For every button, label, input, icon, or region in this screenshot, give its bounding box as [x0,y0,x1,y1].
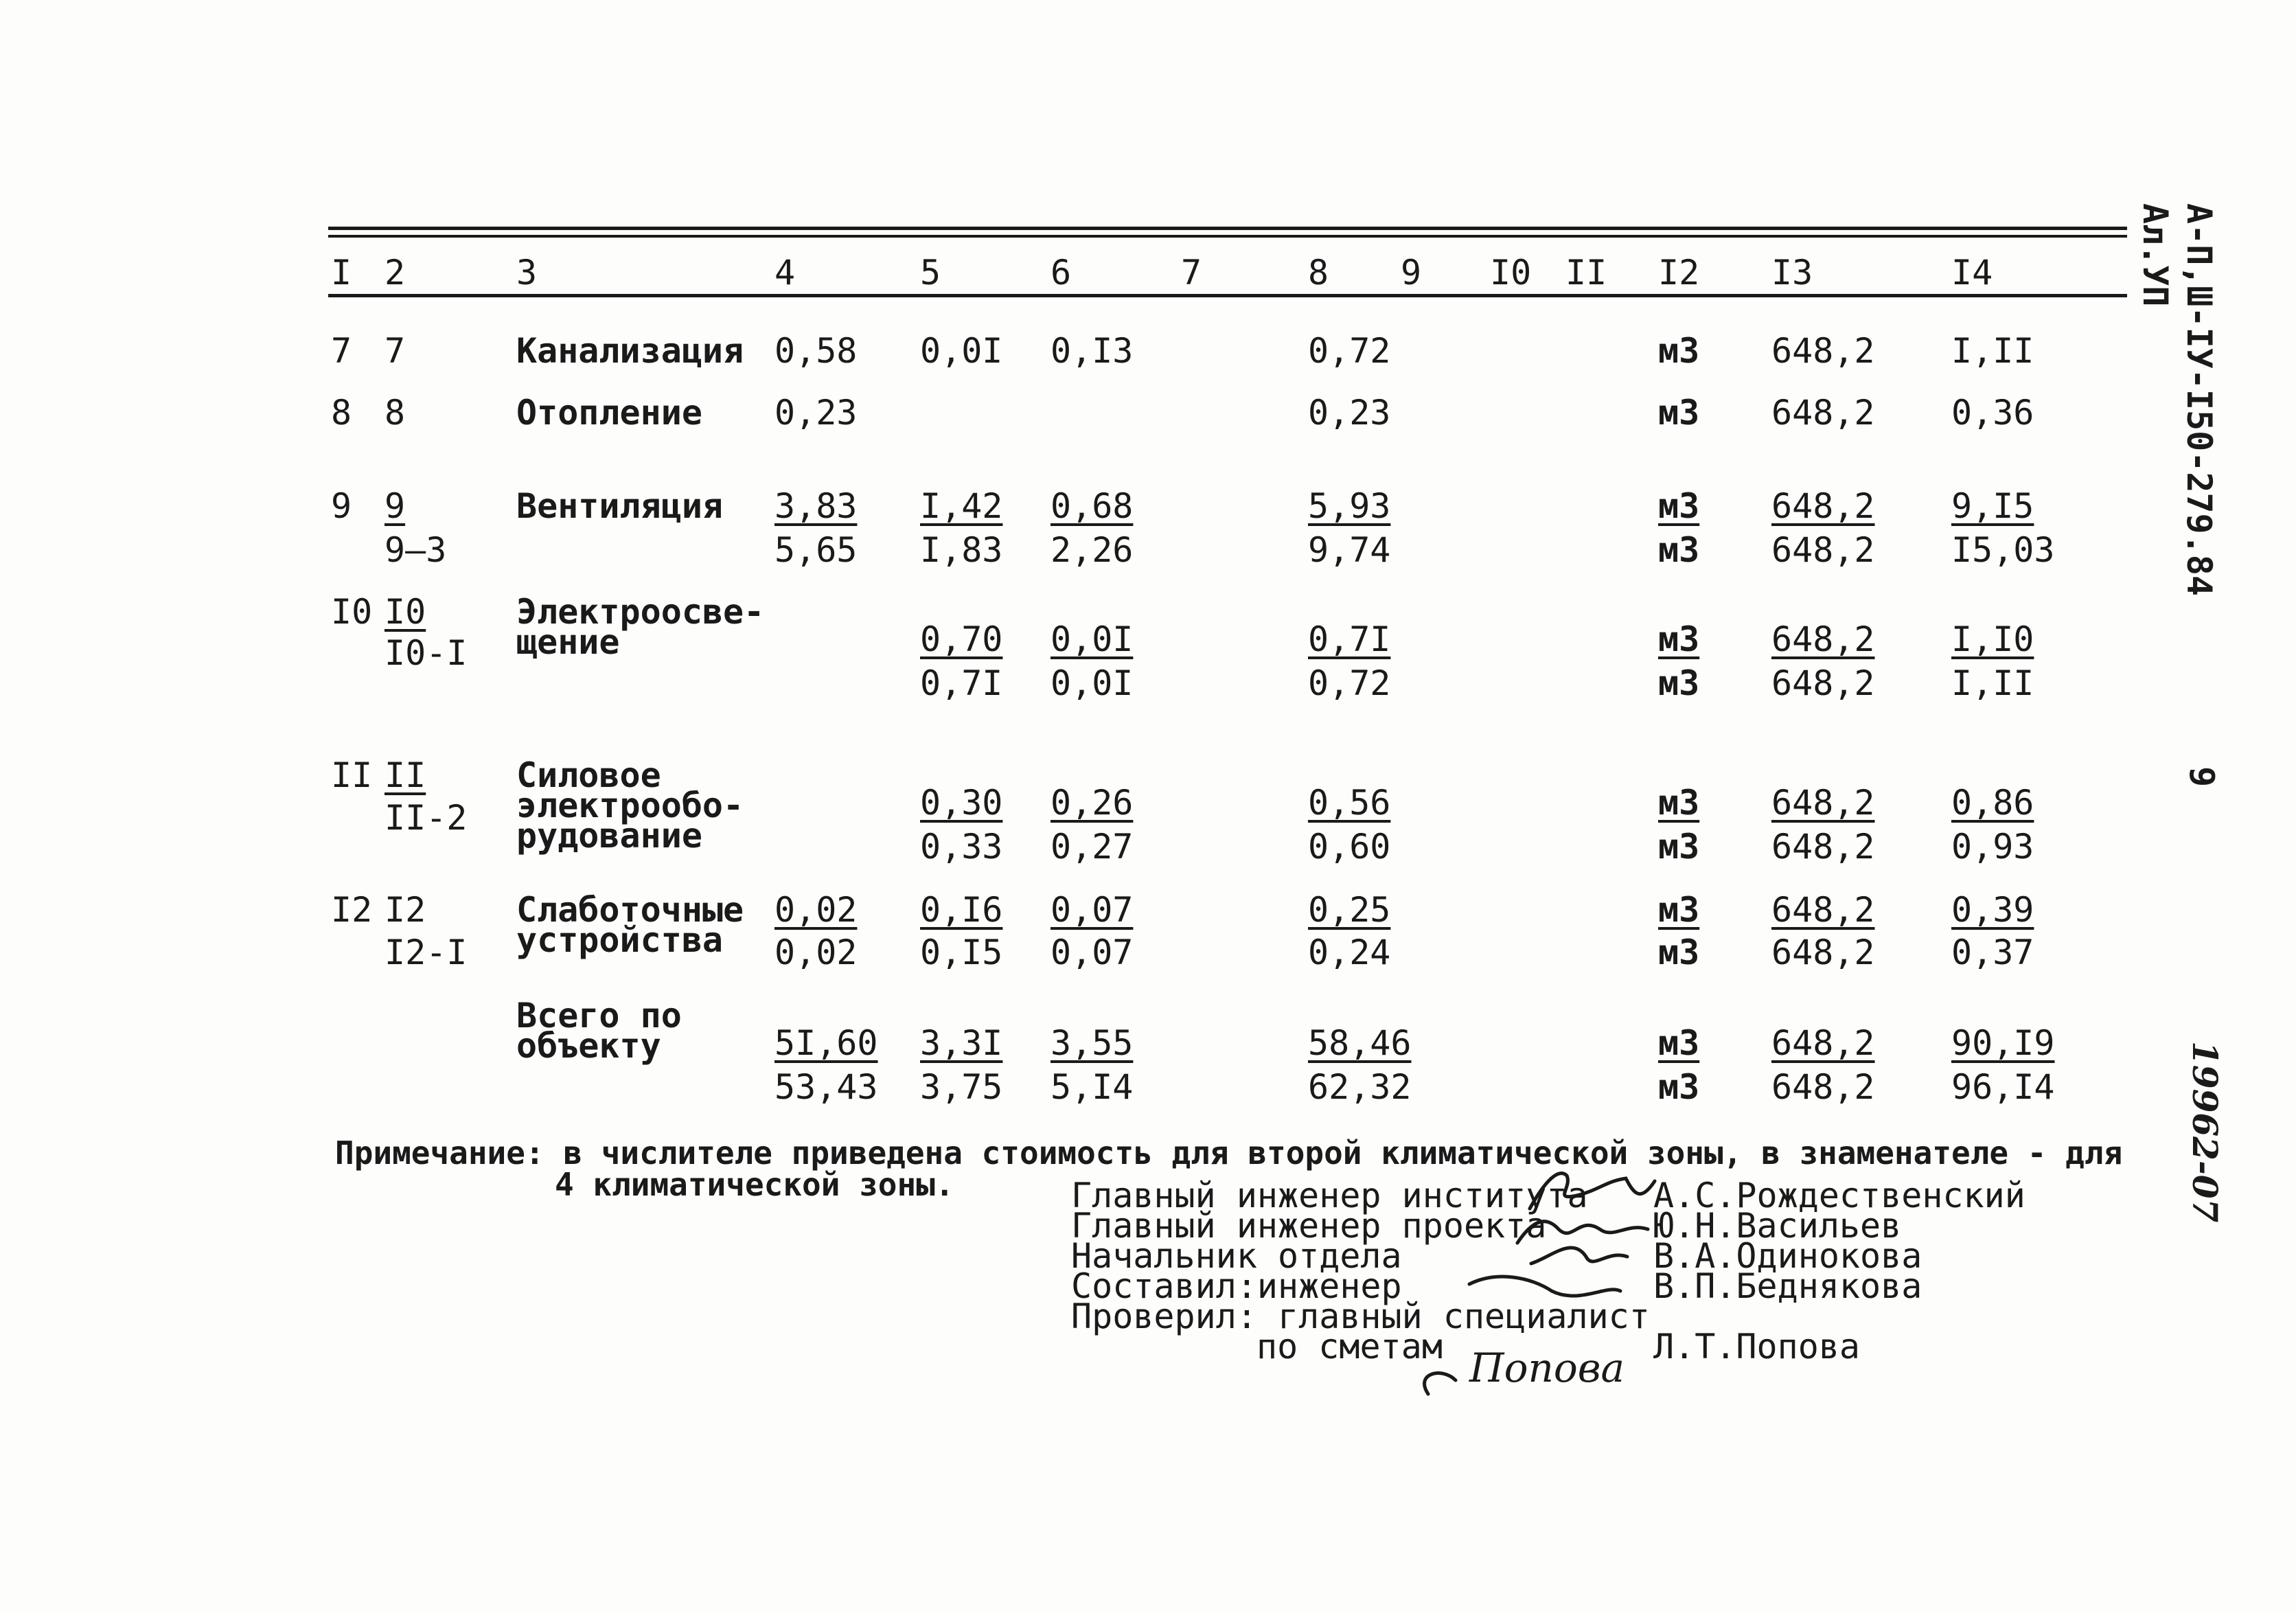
cell-col13-sub: 648,2 [1771,663,1875,703]
cell-col5: 0,70 [920,619,1003,659]
cell-col8-sub: 9,74 [1308,530,1391,570]
header-col-5: 5 [920,253,941,293]
cell-col5: 0,30 [920,783,1003,823]
cell-col6-sub: 0,27 [1051,827,1134,867]
cell-col5-sub: 3,75 [920,1067,1003,1107]
signature-name: Л.Т.Попова [1653,1327,1861,1367]
signature-handwriting: Попова [1469,1345,1625,1391]
cell-unit: м3 [1658,890,1700,930]
cell-col6-sub: 5,I4 [1051,1067,1134,1107]
row-name: Силовое [516,755,661,795]
cell-unit-sub: м3 [1658,933,1700,972]
header-col-3: 3 [516,253,538,293]
cell-col14-sub: 0,37 [1951,933,2034,972]
cell-col13-sub: 648,2 [1771,827,1875,867]
cell-col4-sub: 5,65 [774,530,858,570]
cell-col8: 0,25 [1308,890,1391,930]
cell-col13: 648,2 [1771,783,1875,823]
cell-unit: м3 [1658,619,1700,659]
cell-col5: 0,0I [920,331,1003,371]
row-name-2: щение [516,622,620,662]
row-code-sub: 9–3 [384,530,447,570]
cell-col4: 0,23 [774,393,858,433]
archive-number: 19962-07 [2185,1041,2225,1223]
cell-col14: I,I0 [1951,619,2034,659]
document-code: А-П,Ш-IУ-I50-279.84 [2179,203,2219,596]
row-name: Отопление [516,393,702,433]
signature-role: по сметам [1256,1327,1443,1367]
row-code-sub: I0-I [384,633,468,673]
cell-col13: 648,2 [1771,619,1875,659]
cell-col8: 0,23 [1308,393,1391,433]
cell-col14: 9,I5 [1951,486,2034,526]
header-col-6: 6 [1051,253,1072,293]
cell-col14: 90,I9 [1951,1023,2055,1063]
cell-col8: 0,56 [1308,783,1391,823]
cell-col6-sub: 0,07 [1051,933,1134,972]
cell-col6: 0,26 [1051,783,1134,823]
cell-unit: м3 [1658,393,1700,433]
row-num: 8 [331,393,352,433]
header-col-13: I3 [1771,253,1813,293]
cell-col14: 0,36 [1951,393,2034,433]
cell-col6: 0,68 [1051,486,1134,526]
signature-name: В.П.Беднякова [1653,1266,1922,1306]
row-num: 7 [331,331,352,371]
signature-name: В.А.Одинокова [1653,1236,1922,1276]
cell-col13: 648,2 [1771,393,1875,433]
cell-col8-sub: 0,24 [1308,933,1391,972]
cell-col4: 5I,60 [774,1023,878,1063]
cell-col4-sub: 0,02 [774,933,858,972]
cell-col6: 0,I3 [1051,331,1134,371]
cell-col5-sub: I,83 [920,530,1003,570]
cell-unit-sub: м3 [1658,1067,1700,1107]
table-top-rule [328,227,2127,230]
signature-role: Начальник отдела [1071,1236,1402,1276]
cell-unit: м3 [1658,783,1700,823]
cell-col6: 3,55 [1051,1023,1134,1063]
page-number: 9 [2182,766,2222,788]
cell-col6-sub: 2,26 [1051,530,1134,570]
row-num: II [331,755,373,795]
cell-col5-sub: 0,33 [920,827,1003,867]
cell-col4: 0,02 [774,890,858,930]
row-code: 7 [384,331,406,371]
row-code: II [384,755,426,795]
signature-name: Ю.Н.Васильев [1653,1206,1902,1246]
row-code: I2 [384,890,426,930]
signature-role: Проверил: главный специалист [1071,1296,1650,1336]
cell-col13: 648,2 [1771,890,1875,930]
cell-col8: 0,72 [1308,331,1391,371]
row-num: I0 [331,592,373,632]
note-line-1: Примечание: в числителе приведена стоимость для второй климатической зоны, в знаменателе - для [335,1134,2123,1172]
sheet-label: Ал.УП [2135,203,2175,307]
cell-col8: 0,7I [1308,619,1391,659]
cell-col8-sub: 62,32 [1308,1067,1412,1107]
cell-col13: 648,2 [1771,331,1875,371]
header-col-4: 4 [774,253,796,293]
cell-col6: 0,07 [1051,890,1134,930]
cell-unit: м3 [1658,486,1700,526]
row-name: Всего по [516,996,682,1036]
cell-unit: м3 [1658,331,1700,371]
header-col-2: 2 [384,253,406,293]
row-name-2: объекту [516,1026,661,1066]
table-top-rule-2 [328,235,2127,238]
cell-unit-sub: м3 [1658,530,1700,570]
header-col-10: I0 [1490,253,1532,293]
cell-col14-sub: 0,93 [1951,827,2034,867]
cell-col14-sub: I,II [1951,663,2034,703]
cell-col14: 0,86 [1951,783,2034,823]
row-name-2: устройства [516,920,724,960]
cell-col5: 0,I6 [920,890,1003,930]
cell-col5: 3,3I [920,1023,1003,1063]
cell-col4: 3,83 [774,486,858,526]
cell-col14: 0,39 [1951,890,2034,930]
header-col-14: I4 [1951,253,1993,293]
cell-col13-sub: 648,2 [1771,530,1875,570]
header-col-9: 9 [1401,253,1422,293]
header-col-8: 8 [1308,253,1329,293]
cell-col8: 58,46 [1308,1023,1412,1063]
cell-col5-sub: 0,7I [920,663,1003,703]
cell-col13-sub: 648,2 [1771,933,1875,972]
row-name: Канализация [516,331,744,371]
header-col-11: II [1565,253,1607,293]
row-code: I0 [384,592,426,632]
cell-col8-sub: 0,72 [1308,663,1391,703]
cell-col4: 0,58 [774,331,858,371]
cell-col13-sub: 648,2 [1771,1067,1875,1107]
row-code: 9 [384,486,406,526]
signature-name: А.С.Рождественский [1653,1176,2025,1215]
cell-col13: 648,2 [1771,1023,1875,1063]
row-name-2: электрообо- [516,786,744,825]
cell-col5: I,42 [920,486,1003,526]
cell-col13: 648,2 [1771,486,1875,526]
cell-unit-sub: м3 [1658,663,1700,703]
cell-col8: 5,93 [1308,486,1391,526]
cell-col14: I,II [1951,331,2034,371]
cell-col6: 0,0I [1051,619,1134,659]
cell-col5-sub: 0,I5 [920,933,1003,972]
row-name-3: рудование [516,816,702,856]
cell-col6-sub: 0,0I [1051,663,1134,703]
signature-role: Главный инженер проекта [1071,1206,1547,1246]
row-num: I2 [331,890,373,930]
header-col-7: 7 [1181,253,1202,293]
row-num: 9 [331,486,352,526]
header-bottom-rule [328,294,2127,297]
signature-role: Главный инженер института [1071,1176,1588,1215]
row-code-sub: I2-I [384,933,468,972]
row-name: Вентиляция [516,486,724,526]
signature-role: Составил:инженер [1071,1266,1402,1306]
cell-unit-sub: м3 [1658,827,1700,867]
row-name: Электроосве- [516,592,765,632]
row-name: Слаботочные [516,890,744,930]
note-line-2: 4 климатической зоны. [555,1166,954,1203]
cell-col14-sub: 96,I4 [1951,1067,2055,1107]
row-code: 8 [384,393,406,433]
header-col-12: I2 [1658,253,1700,293]
cell-col14-sub: I5,03 [1951,530,2055,570]
cell-col4-sub: 53,43 [774,1067,878,1107]
cell-col8-sub: 0,60 [1308,827,1391,867]
row-code-sub: II-2 [384,798,468,838]
header-col-1: I [331,253,352,293]
cell-unit: м3 [1658,1023,1700,1063]
